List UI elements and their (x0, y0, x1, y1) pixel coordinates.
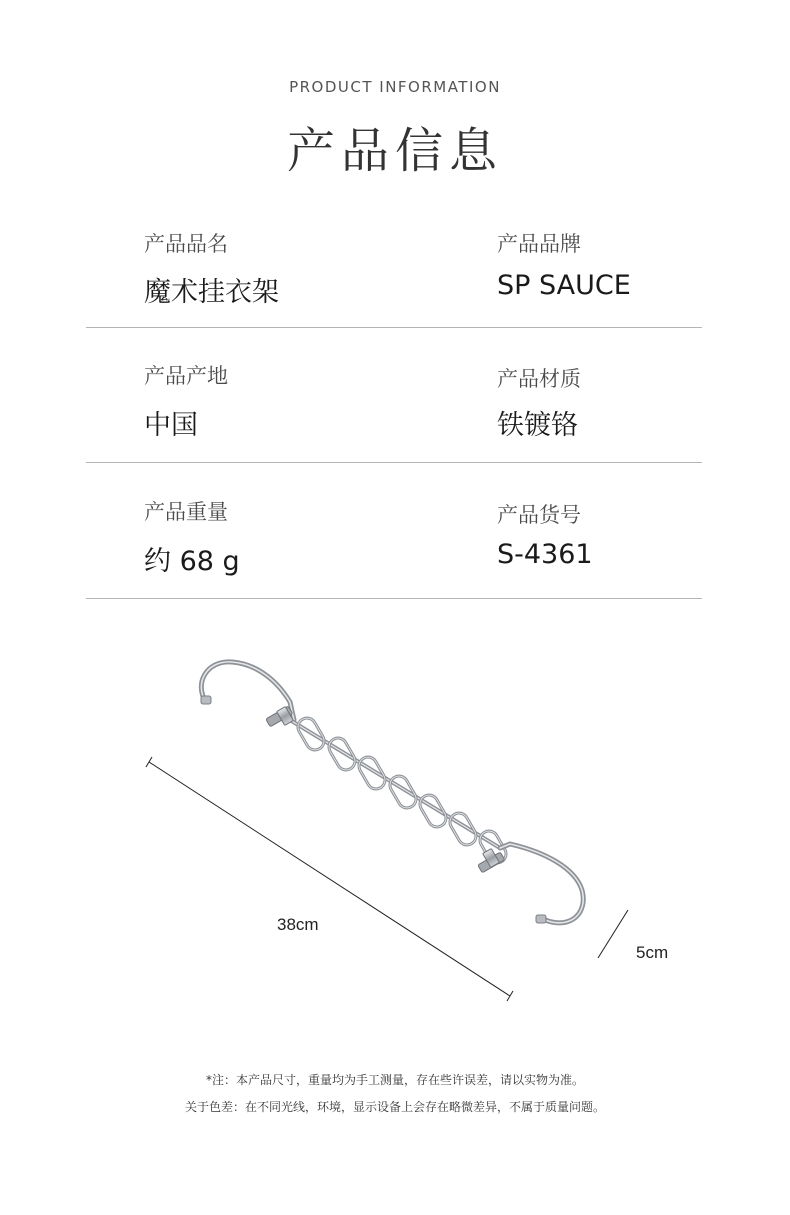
right-hook (500, 844, 583, 923)
length-dimension (146, 757, 513, 1001)
height-label: 5cm (636, 943, 669, 962)
eyebrow-text: PRODUCT INFORMATION (289, 78, 501, 96)
spec-row-3 (86, 463, 702, 599)
right-bolt (478, 849, 505, 873)
disclaimer-line-2: 关于色差：在不同光线，环境，显示设备上会存在略微差异，不属于质量问题。 (184, 1100, 605, 1114)
spec-brand-value: SP SAUCE (497, 270, 631, 301)
hanger-illustration (0, 620, 790, 1040)
spec-name-label: 产品品名 (144, 232, 228, 256)
hanger-bar (290, 720, 500, 848)
spec-sku-label: 产品货号 (497, 503, 581, 527)
spec-origin-label: 产品产地 (144, 364, 228, 388)
spec-brand-label: 产品品牌 (497, 232, 581, 256)
disclaimer-line-1: *注：本产品尺寸，重量均为手工测量，存在些许误差，请以实物为准。 (205, 1073, 584, 1087)
length-label: 38cm (277, 915, 319, 934)
spec-row-1 (86, 192, 702, 328)
spec-origin-value: 中国 (144, 410, 198, 441)
spec-name-value: 魔术挂衣架 (144, 277, 279, 308)
left-bolt (266, 706, 294, 727)
spec-weight-label: 产品重量 (144, 500, 228, 524)
spec-material-value: 铁镀铬 (497, 410, 578, 441)
spec-sku-value: S-4361 (497, 539, 593, 570)
height-dimension (598, 910, 628, 958)
page-title: 产品信息 (286, 123, 503, 179)
spec-material-label: 产品材质 (497, 367, 581, 391)
spec-weight-value: 约 68 g (144, 546, 240, 577)
product-figure (0, 620, 790, 1040)
spec-row-2 (86, 327, 702, 463)
